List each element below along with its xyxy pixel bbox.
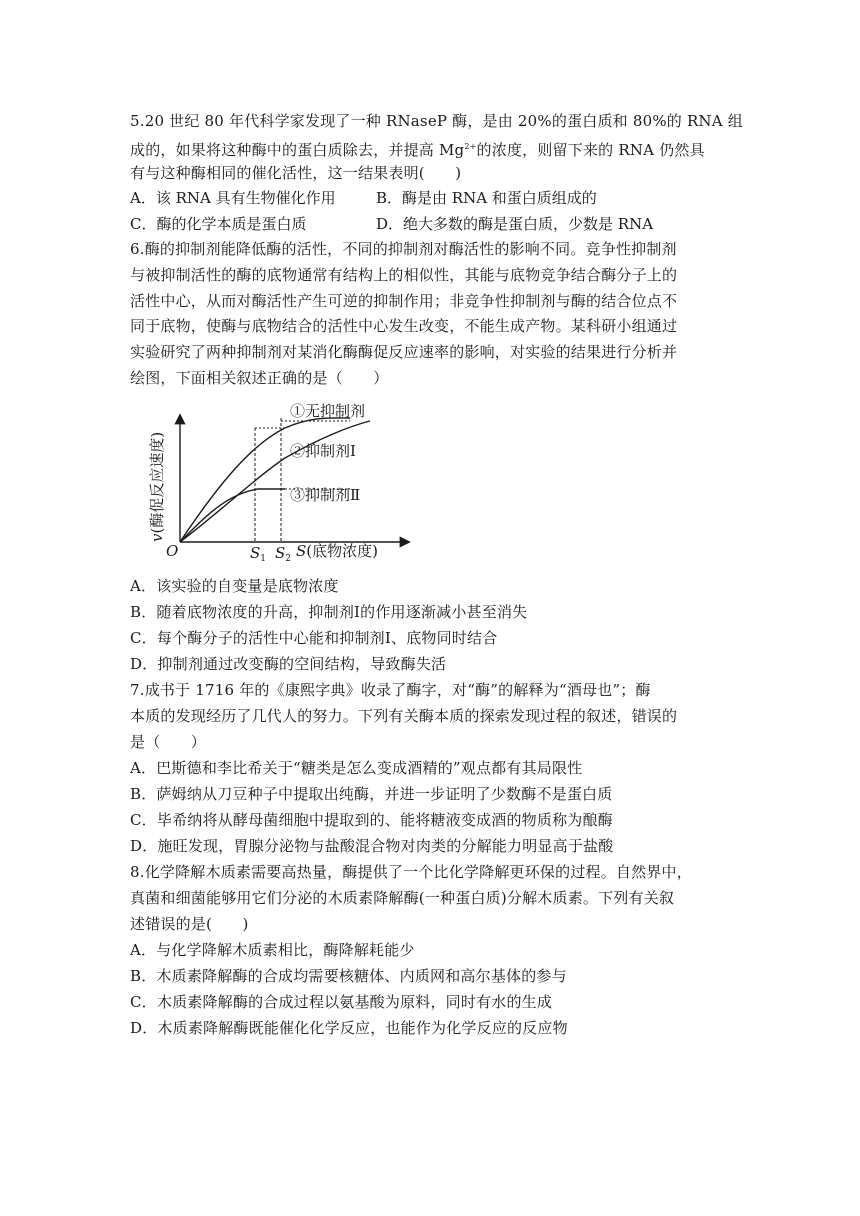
origin-label: O xyxy=(166,542,179,560)
q6-stem-line-5: 实验研究了两种抑制剂对某消化酶酶促反应速率的影响，对实验的结果进行分析并 xyxy=(130,343,678,361)
q7-option-a: A．巴斯德和李比希关于“糖类是怎么变成酒精的”观点都有其局限性 xyxy=(130,759,583,777)
s1-label: $S_1$ xyxy=(250,544,267,564)
q8-option-b: B．木质素降解酶的合成均需要核糖体、内质网和高尔基体的参与 xyxy=(130,967,567,985)
label-no-inhibitor: ①无抑制剂 xyxy=(290,402,366,420)
q6-stem-line-3: 活性中心，从而对酶活性产生可逆的抑制作用；非竞争性抑制剂与酶的结合位点不 xyxy=(130,292,678,310)
x-axis-label: S(底物浓度) xyxy=(296,542,378,560)
q7-option-b: B．萨姆纳从刀豆种子中提取出纯酶，并进一步证明了少数酶不是蛋白质 xyxy=(130,785,613,803)
label-inhibitor-2: ③抑制剂Ⅱ xyxy=(290,486,361,504)
q7-stem-line-3: 是（ ） xyxy=(130,733,207,751)
q8-stem-line-1: 8.化学降解木质素需要高热量，酶提供了一个比化学降解更环保的过程。自然界中， xyxy=(130,863,692,881)
q6-stem-line-4: 同于底物，使酶与底物结合的活性中心发生改变，不能生成产物。某科研小组通过 xyxy=(130,317,678,335)
q5-option-b: B．酶是由 RNA 和蛋白质组成的 xyxy=(376,189,597,207)
q6-option-c: C．每个酶分子的活性中心能和抑制剂Ⅰ、底物同时结合 xyxy=(130,629,498,647)
q7-stem-line-2: 本质的发现经历了几代人的努力。下列有关酶本质的探索发现过程的叙述，错误的 xyxy=(130,707,678,725)
curve-inhibitor-1 xyxy=(180,421,370,542)
curve-no-inhibitor xyxy=(180,418,350,542)
q5-options-row-1 xyxy=(130,188,597,208)
q5-option-a: A．该 RNA 具有生物催化作用 xyxy=(130,189,336,207)
label-inhibitor-1: ②抑制剂Ⅰ xyxy=(290,442,356,460)
q5-option-d: D．绝大多数的酶是蛋白质，少数是 RNA xyxy=(376,215,654,233)
s2-label: $S_2$ xyxy=(275,544,292,564)
curve-inhibitor-2 xyxy=(180,489,285,542)
q7-option-d: D．施旺发现，胃腺分泌物与盐酸混合物对肉类的分解能力明显高于盐酸 xyxy=(130,837,614,855)
q6-stem-line-1: 6.酶的抑制剂能降低酶的活性，不同的抑制剂对酶活性的影响不同。竞争性抑制剂 xyxy=(130,240,677,258)
q8-option-d: D．木质素降解酶既能催化化学反应，也能作为化学反应的反应物 xyxy=(130,1019,568,1037)
q6-option-b: B．随着底物浓度的升高，抑制剂Ⅰ的作用逐渐减小甚至消失 xyxy=(130,603,528,621)
q5-stem-line-1: 5.20 世纪 80 年代科学家发现了一种 RNaseP 酶，是由 20%的蛋白质和 80%的 RNA 组 xyxy=(130,112,743,130)
q8-stem-line-2: 真菌和细菌能够用它们分泌的木质素降解酶(一种蛋白质)分解木质素。下列有关叙 xyxy=(130,889,675,907)
q8-option-a: A．与化学降解木质素相比，酶降解耗能少 xyxy=(130,941,415,959)
q7-option-c: C．毕希纳将从酵母菌细胞中提取到的、能将糖液变成酒的物质称为酿酶 xyxy=(130,811,613,829)
q7-stem-line-1: 7.成书于 1716 年的《康熙字典》收录了酶字，对“酶”的解释为“酒母也”；酶 xyxy=(130,681,651,699)
enzyme-rate-figure xyxy=(150,392,420,570)
q6-stem-line-2: 与被抑制活性的酶的底物通常有结构上的相似性，其能与底物竞争结合酶分子上的 xyxy=(130,266,678,284)
q8-stem-line-3: 述错误的是( ) xyxy=(130,915,249,933)
q6-option-d: D．抑制剂通过改变酶的空间结构，导致酶失活 xyxy=(130,655,447,673)
svg-text:v(酶促反应速度): v(酶促反应速度) xyxy=(148,431,166,542)
q6-option-a: A．该实验的自变量是底物浓度 xyxy=(130,577,339,595)
q5-stem-line-2: 成的，如果将这种酶中的蛋白质除去，并提高 $Mg^{2+}$的浓度，则留下来的 RNA 仍然具 xyxy=(130,141,705,159)
q5-stem-line-3: 有与这种酶相同的催化活性，这一结果表明( ) xyxy=(130,164,462,182)
q5-option-c: C．酶的化学本质是蛋白质 xyxy=(130,215,307,233)
q8-option-c: C．木质素降解酶的合成过程以氨基酸为原料，同时有水的生成 xyxy=(130,993,553,1011)
y-axis-label xyxy=(148,432,166,542)
q6-stem-line-6: 绘图，下面相关叙述正确的是（ ） xyxy=(130,369,389,387)
q5-options-row-2 xyxy=(130,214,654,234)
